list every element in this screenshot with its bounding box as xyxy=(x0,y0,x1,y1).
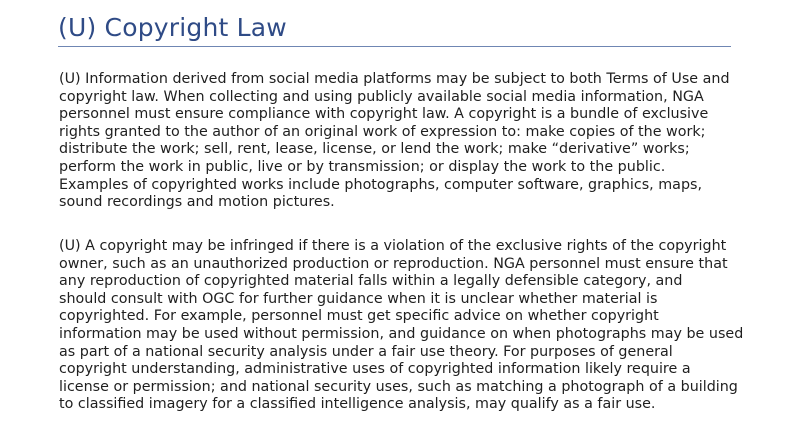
paragraph-line: as part of a national security analysis under a fair use theory. For purposes of general xyxy=(59,343,673,360)
paragraph-line: personnel must ensure compliance with copyright law. A copyright is a bundle of exclusive xyxy=(59,106,709,123)
paragraph-line: to classified imagery for a classified intelligence analysis, may qualify as a fair use. xyxy=(59,396,656,413)
paragraph-line: rights granted to the author of an original work of expression to: make copies of the work; xyxy=(59,123,706,140)
heading-divider xyxy=(58,46,731,47)
paragraph-line: any reproduction of copyrighted material falls within a legally defensible category, and xyxy=(59,273,683,290)
paragraph-line: (U) Information derived from social media platforms may be subject to both Terms of Use and xyxy=(59,71,730,87)
paragraph-line: owner, such as an unauthorized production or reproduction. NGA personnel must ensure that xyxy=(59,255,728,272)
paragraph-line: information may be used without permission, and guidance on when photographs may be used xyxy=(59,325,744,342)
paragraph-line: distribute the work; sell, rent, lease, license, or lend the work; make “derivative” works; xyxy=(59,141,690,158)
section-heading: (U) Copyright Law xyxy=(58,13,287,42)
paragraph-line: should consult with OGC for further guidance when it is unclear whether material is xyxy=(59,290,658,307)
paragraph-infringement xyxy=(59,238,744,414)
paragraph-line: perform the work in public, live or by transmission; or display the work to the public. xyxy=(59,158,666,175)
paragraph-line: (U) A copyright may be infringed if there is a violation of the exclusive rights of the copyright xyxy=(59,238,727,254)
paragraph-terms-of-use xyxy=(59,71,739,212)
paragraph-line: license or permission; and national security uses, such as matching a photograph of a building xyxy=(59,378,738,395)
paragraph-line: copyright understanding, administrative uses of copyrighted information likely require a xyxy=(59,361,691,378)
paragraph-line: sound recordings and motion pictures. xyxy=(59,194,335,211)
paragraph-line: copyright law. When collecting and using publicly available social media information, NGA xyxy=(59,88,704,105)
paragraph-line: copyrighted. For example, personnel must get specific advice on whether copyright xyxy=(59,308,659,325)
paragraph-line: Examples of copyrighted works include photographs, computer software, graphics, maps, xyxy=(59,176,703,193)
